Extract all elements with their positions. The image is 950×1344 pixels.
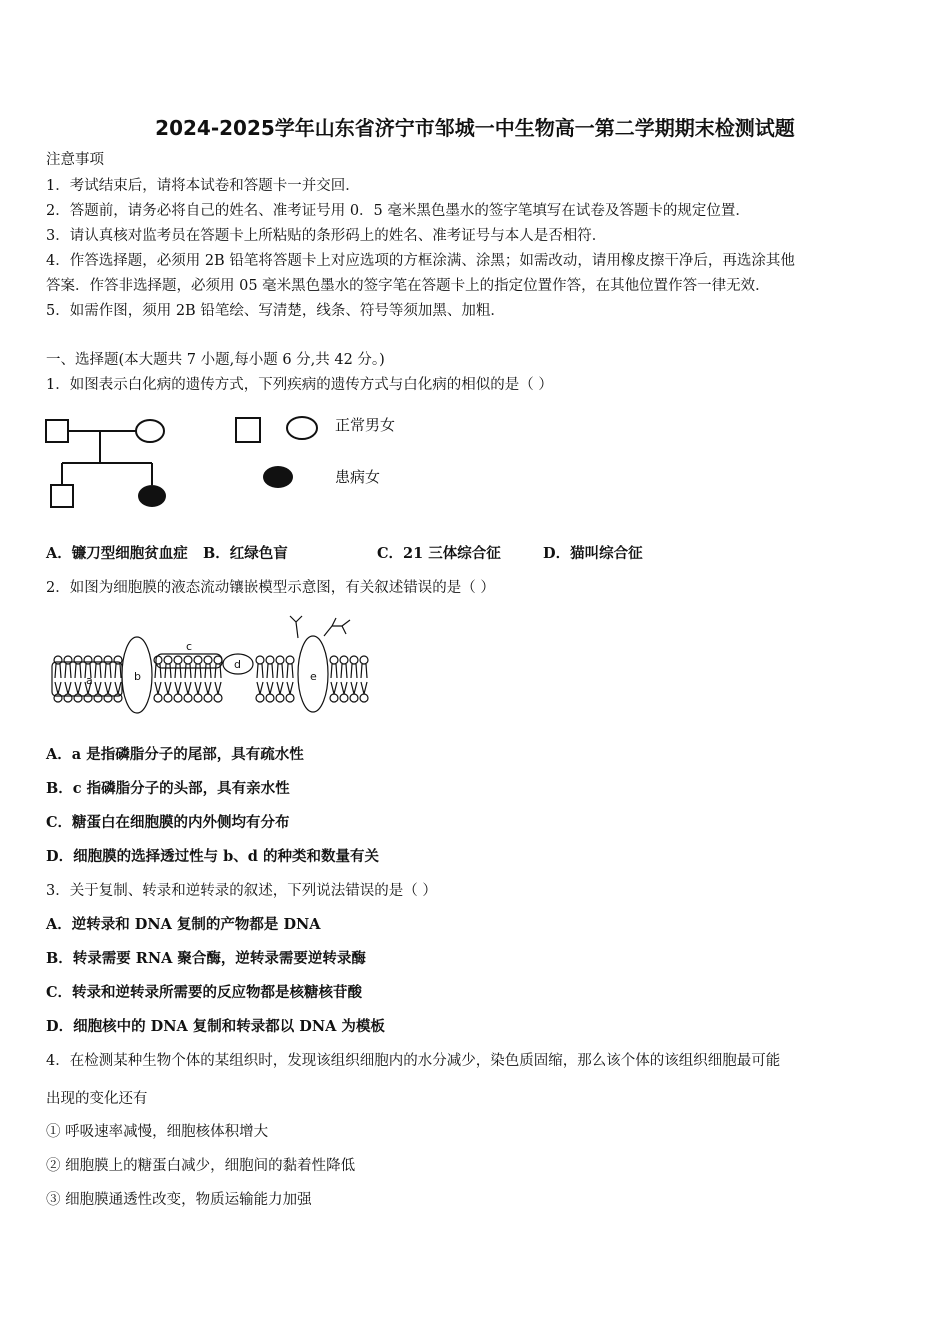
option-a[interactable]: A．镰刀型细胞贫血症 [46, 545, 188, 562]
statement-2: ② 细胞膜上的糖蛋白减少，细胞间的黏着性降低 [46, 1158, 356, 1174]
phospholipid-head [74, 694, 82, 702]
phospholipid-head [266, 694, 274, 702]
phospholipid-tail [205, 664, 211, 678]
option-a[interactable]: A．a 是指磷脂分子的尾部，具有疏水性 [46, 746, 304, 763]
phospholipid-tail [205, 682, 211, 694]
question-2-stem: 2．如图为细胞膜的液态流动镶嵌模型示意图，有关叙述错误的是（ ） [46, 580, 495, 596]
phospholipid-tail [55, 664, 61, 678]
phospholipid-tail [65, 682, 71, 694]
phospholipid-tail [105, 664, 111, 678]
phospholipid-tail [115, 664, 121, 678]
phospholipid-tail [175, 682, 181, 694]
phospholipid-tail [331, 664, 337, 678]
phospholipid-head [204, 694, 212, 702]
phospholipid-tail [115, 682, 121, 694]
label-b: b [134, 670, 141, 683]
phospholipid-tail [65, 664, 71, 678]
phospholipid-head [84, 656, 92, 664]
question-4-stem: 4．在检测某种生物个体的某组织时，发现该组织细胞内的水分减少，染色质固缩，那么该个体的该组织细胞最可能 [46, 1053, 781, 1069]
option-d[interactable]: D．猫叫综合征 [543, 545, 643, 562]
option-c[interactable]: C．糖蛋白在细胞膜的内外侧均有分布 [46, 814, 290, 831]
phospholipid-tail [341, 664, 347, 678]
phospholipid-head [104, 694, 112, 702]
legend-normal-female-circle [287, 417, 317, 439]
phospholipid-head [330, 694, 338, 702]
phospholipid-head [74, 656, 82, 664]
question-1-options [46, 542, 906, 564]
question-4-stem-continued: 出现的变化还有 [46, 1091, 148, 1107]
sugar-chain [290, 616, 302, 638]
phospholipid-tail [361, 682, 367, 694]
phospholipid-head [204, 656, 212, 664]
phospholipid-tail [277, 664, 283, 678]
phospholipid-tail [267, 664, 273, 678]
phospholipid-tail [361, 664, 367, 678]
sugar-chain [324, 618, 350, 636]
phospholipid-tail [165, 682, 171, 694]
phospholipid-head [194, 656, 202, 664]
question-3-stem: 3．关于复制、转录和逆转录的叙述，下列说法错误的是（ ） [46, 883, 437, 899]
phospholipid-head [360, 694, 368, 702]
section-heading: 一、选择题(本大题共 7 小题,每小题 6 分,共 42 分。) [46, 352, 385, 368]
notice-item: 5．如需作图，须用 2B 铅笔绘、写清楚，线条、符号等须加黑、加粗． [46, 303, 505, 319]
option-c[interactable]: C．转录和逆转录所需要的反应物都是核糖核苷酸 [46, 984, 363, 1001]
phospholipid-tail [55, 682, 61, 694]
phospholipid-tail [351, 682, 357, 694]
option-d[interactable]: D．细胞核中的 DNA 复制和转录都以 DNA 为模板 [46, 1018, 385, 1035]
option-b[interactable]: B．转录需要 RNA 聚合酶，逆转录需要逆转录酶 [46, 950, 366, 967]
phospholipid-head [256, 694, 264, 702]
phospholipid-head [340, 694, 348, 702]
notice-item: 答案．作答非选择题，必须用 05 毫米黑色墨水的签字笔在答题卡上的指定位置作答，在其他位置作答一律无效． [46, 278, 770, 294]
phospholipid-head [330, 656, 338, 664]
phospholipid-tail [277, 682, 283, 694]
phospholipid-tail [75, 682, 81, 694]
statement-3: ③ 细胞膜通透性改变，物质运输能力加强 [46, 1192, 312, 1208]
phospholipid-head [276, 656, 284, 664]
legend-normal-male-square [236, 418, 260, 442]
phospholipid-head [360, 656, 368, 664]
phospholipid-head [276, 694, 284, 702]
phospholipid-tail [195, 682, 201, 694]
mother-circle [136, 420, 164, 442]
phospholipid-head [350, 694, 358, 702]
phospholipid-head [194, 694, 202, 702]
notice-item: 4．作答选择题，必须用 2B 铅笔将答题卡上对应选项的方框涂满、涂黑；如需改动，请用橡皮擦干净后，再选涂其他 [46, 253, 795, 269]
phospholipid-head [64, 656, 72, 664]
phospholipid-tail [175, 664, 181, 678]
notice-item: 2．答题前，请务必将自己的姓名、准考证号用 0．5 毫米黑色墨水的签字笔填写在试卷及答题卡的规定位置． [46, 203, 750, 219]
phospholipid-head [184, 656, 192, 664]
phospholipid-head [64, 694, 72, 702]
phospholipid-tail [257, 664, 263, 678]
pedigree-diagram [40, 408, 440, 518]
phospholipid-head [154, 656, 162, 664]
question-1-stem: 1．如图表示白化病的遗传方式，下列疾病的遗传方式与白化病的相似的是（ ） [46, 377, 553, 393]
phospholipid-tail [185, 682, 191, 694]
cell-membrane-diagram [46, 612, 386, 722]
phospholipid-tail [95, 664, 101, 678]
phospholipid-head [286, 694, 294, 702]
phospholipid-tail [155, 682, 161, 694]
label-a: a [86, 674, 93, 687]
notice-heading: 注意事项 [46, 152, 104, 168]
phospholipid-tail [257, 682, 263, 694]
affected-daughter-circle [138, 485, 166, 507]
option-c[interactable]: C．21 三体综合征 [377, 545, 501, 562]
phospholipid-tail [75, 664, 81, 678]
page-title: 2024-2025学年山东省济宁市邹城一中生物高一第二学期期末检测试题 [155, 116, 795, 140]
legend-normal-label: 正常男女 [335, 416, 396, 434]
phospholipid-head [94, 694, 102, 702]
phospholipid-head [54, 694, 62, 702]
phospholipid-head [164, 656, 172, 664]
phospholipid-tail [351, 664, 357, 678]
phospholipid-tail [95, 682, 101, 694]
phospholipid-head [350, 656, 358, 664]
phospholipid-tail [287, 664, 293, 678]
phospholipid-head [104, 656, 112, 664]
phospholipid-head [184, 694, 192, 702]
phospholipid-head [286, 656, 294, 664]
phospholipid-tail [105, 682, 111, 694]
legend-affected-label: 患病女 [335, 468, 381, 486]
phospholipid-head [256, 656, 264, 664]
option-a[interactable]: A．逆转录和 DNA 复制的产物都是 DNA [46, 916, 321, 933]
legend-affected-female-circle [263, 466, 293, 488]
label-e: e [310, 670, 317, 683]
son-square [51, 485, 73, 507]
phospholipid-tail [215, 682, 221, 694]
phospholipid-head [174, 694, 182, 702]
notice-item: 1．考试结束后，请将本试卷和答题卡一并交回． [46, 178, 360, 194]
phospholipid-head [154, 694, 162, 702]
father-square [46, 420, 68, 442]
phospholipid-tail [331, 682, 337, 694]
label-d: d [234, 658, 241, 671]
phospholipid-head [54, 656, 62, 664]
phospholipid-head [94, 656, 102, 664]
phospholipid-tail [195, 664, 201, 678]
phospholipid-tail [341, 682, 347, 694]
phospholipid-tail [287, 682, 293, 694]
phospholipid-tail [185, 664, 191, 678]
notice-item: 3．请认真核对监考员在答题卡上所粘贴的条形码上的姓名、准考证号与本人是否相符． [46, 228, 607, 244]
phospholipid-head [214, 694, 222, 702]
label-c: c [186, 640, 193, 653]
option-b[interactable]: B．c 指磷脂分子的头部，具有亲水性 [46, 780, 290, 797]
phospholipid-head [84, 694, 92, 702]
phospholipid-head [174, 656, 182, 664]
option-b[interactable]: B．红绿色盲 [203, 545, 288, 562]
phospholipid-head [266, 656, 274, 664]
phospholipid-head [164, 694, 172, 702]
phospholipid-tail [267, 682, 273, 694]
option-d[interactable]: D．细胞膜的选择透过性与 b、d 的种类和数量有关 [46, 848, 379, 865]
phospholipid-tail [165, 664, 171, 678]
statement-1: ① 呼吸速率减慢，细胞核体积增大 [46, 1124, 269, 1140]
phospholipid-head [340, 656, 348, 664]
